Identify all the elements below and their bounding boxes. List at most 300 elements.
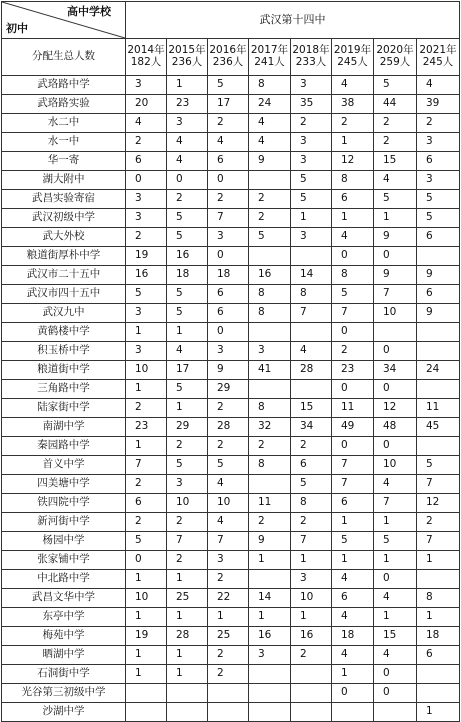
table-row: [2, 95, 460, 114]
count-cell: [374, 323, 417, 342]
count-cell: [249, 380, 291, 399]
count-cell: 7: [417, 532, 460, 551]
table-row: [2, 456, 460, 475]
school-name-cell: 张家铺中学: [2, 551, 126, 570]
count-cell: 2: [126, 399, 167, 418]
count-cell: 0: [374, 380, 417, 399]
count-cell: 7: [332, 475, 374, 494]
count-cell: 3: [291, 228, 332, 247]
count-cell: 2: [291, 646, 332, 665]
count-cell: [249, 684, 291, 703]
count-cell: 10: [374, 304, 417, 323]
count-cell: 0: [374, 665, 417, 684]
count-cell: 2: [332, 342, 374, 361]
count-cell: 4: [249, 114, 291, 133]
table-row: [2, 418, 460, 437]
count-cell: 11: [249, 494, 291, 513]
count-cell: [417, 380, 460, 399]
count-cell: 23: [126, 418, 167, 437]
count-cell: [417, 247, 460, 266]
count-cell: 3: [126, 76, 167, 95]
count-cell: 12: [417, 494, 460, 513]
count-cell: 5: [291, 171, 332, 190]
table-row: [2, 665, 460, 684]
count-cell: 2: [208, 114, 249, 133]
count-cell: 5: [374, 532, 417, 551]
table-row: [2, 570, 460, 589]
count-cell: 3: [249, 342, 291, 361]
count-cell: 10: [374, 456, 417, 475]
school-name-cell: 光谷第三初级中学: [2, 684, 126, 703]
school-name-cell: 武昌实验寄宿: [2, 190, 126, 209]
count-cell: 4: [249, 133, 291, 152]
school-name-cell: 粮道街厚朴中学: [2, 247, 126, 266]
count-cell: 19: [126, 247, 167, 266]
count-cell: 9: [249, 152, 291, 171]
count-cell: 2: [208, 570, 249, 589]
count-cell: 49: [332, 418, 374, 437]
count-cell: 2: [291, 513, 332, 532]
count-cell: 2: [374, 133, 417, 152]
count-cell: 6: [332, 190, 374, 209]
count-cell: 5: [417, 456, 460, 475]
count-cell: 0: [374, 342, 417, 361]
count-cell: 3: [208, 342, 249, 361]
year-label: 2019年: [333, 44, 372, 57]
year-header-cell: [208, 39, 249, 76]
count-cell: 1: [126, 646, 167, 665]
count-cell: 4: [167, 133, 208, 152]
count-cell: 5: [167, 285, 208, 304]
count-cell: 17: [167, 361, 208, 380]
count-cell: 10: [208, 494, 249, 513]
school-name-cell: 梅苑中学: [2, 627, 126, 646]
year-label: 2014年: [127, 44, 165, 57]
count-cell: 3: [208, 551, 249, 570]
count-cell: 8: [417, 589, 460, 608]
count-cell: [417, 570, 460, 589]
count-cell: 3: [291, 152, 332, 171]
count-cell: 4: [374, 475, 417, 494]
count-cell: 9: [417, 266, 460, 285]
year-label: 2017年: [250, 44, 289, 57]
count-cell: 23: [332, 361, 374, 380]
count-cell: 18: [167, 266, 208, 285]
count-cell: 5: [167, 304, 208, 323]
count-cell: [208, 684, 249, 703]
year-total: 236人: [171, 56, 203, 68]
year-total: 233人: [295, 56, 327, 68]
year-header-cell: [249, 39, 291, 76]
count-cell: 10: [167, 494, 208, 513]
count-cell: 5: [167, 228, 208, 247]
count-cell: 15: [291, 399, 332, 418]
year-header-cell: [332, 39, 374, 76]
count-cell: 0: [374, 570, 417, 589]
table-row: [2, 380, 460, 399]
table-row: [2, 361, 460, 380]
count-cell: 6: [332, 494, 374, 513]
count-cell: 4: [332, 76, 374, 95]
school-name-cell: 粮道街中学: [2, 361, 126, 380]
count-cell: 0: [126, 171, 167, 190]
count-cell: 2: [291, 437, 332, 456]
count-cell: 5: [167, 456, 208, 475]
count-cell: 8: [291, 494, 332, 513]
table-row: [2, 152, 460, 171]
count-cell: 5: [417, 209, 460, 228]
count-cell: 6: [417, 152, 460, 171]
count-cell: [291, 323, 332, 342]
count-cell: 5: [208, 76, 249, 95]
count-cell: 24: [249, 95, 291, 114]
count-cell: [291, 380, 332, 399]
year-label: 2015年: [168, 44, 206, 57]
count-cell: [249, 703, 291, 722]
count-cell: 1: [126, 323, 167, 342]
school-name-cell: 武汉九中: [2, 304, 126, 323]
count-cell: 8: [332, 266, 374, 285]
count-cell: 4: [374, 589, 417, 608]
count-cell: 2: [208, 399, 249, 418]
year-total: 241人: [254, 56, 285, 68]
count-cell: 1: [291, 209, 332, 228]
count-cell: 4: [332, 570, 374, 589]
count-cell: 25: [208, 627, 249, 646]
year-label: 2021年: [419, 44, 457, 57]
count-cell: 2: [249, 513, 291, 532]
count-cell: [417, 684, 460, 703]
count-cell: 11: [417, 399, 460, 418]
table-row: [2, 589, 460, 608]
count-cell: 48: [374, 418, 417, 437]
count-cell: 0: [332, 380, 374, 399]
count-cell: 16: [167, 247, 208, 266]
count-cell: 1: [167, 570, 208, 589]
count-cell: 1: [126, 380, 167, 399]
count-cell: 4: [208, 475, 249, 494]
count-cell: 28: [208, 418, 249, 437]
count-cell: 3: [126, 304, 167, 323]
count-cell: 4: [332, 646, 374, 665]
count-cell: 6: [126, 152, 167, 171]
count-cell: [208, 703, 249, 722]
count-cell: 1: [167, 608, 208, 627]
table-row: [2, 76, 460, 95]
table-row: [2, 228, 460, 247]
count-cell: [249, 247, 291, 266]
school-name-cell: 杨园中学: [2, 532, 126, 551]
count-cell: 12: [332, 152, 374, 171]
count-cell: 4: [208, 133, 249, 152]
count-cell: 23: [167, 95, 208, 114]
count-cell: 8: [249, 76, 291, 95]
school-name-cell: 武珞路实验: [2, 95, 126, 114]
count-cell: 3: [167, 475, 208, 494]
count-cell: 5: [417, 190, 460, 209]
count-cell: 3: [417, 133, 460, 152]
count-cell: 3: [208, 228, 249, 247]
year-total: 259人: [379, 56, 411, 68]
count-cell: [417, 342, 460, 361]
title-row: [2, 2, 460, 39]
count-cell: 9: [417, 304, 460, 323]
count-cell: 8: [249, 304, 291, 323]
count-cell: [249, 171, 291, 190]
table-row: [2, 247, 460, 266]
count-cell: 4: [374, 646, 417, 665]
count-cell: [291, 665, 332, 684]
count-cell: 6: [332, 589, 374, 608]
count-cell: 3: [126, 342, 167, 361]
count-cell: 9: [374, 228, 417, 247]
count-cell: 3: [291, 133, 332, 152]
count-cell: 0: [167, 171, 208, 190]
school-name-cell: 秦园路中学: [2, 437, 126, 456]
count-cell: 2: [417, 513, 460, 532]
count-cell: [291, 703, 332, 722]
count-cell: 7: [126, 456, 167, 475]
count-cell: 4: [126, 114, 167, 133]
count-cell: 34: [291, 418, 332, 437]
count-cell: 1: [249, 608, 291, 627]
year-total: 236人: [212, 56, 244, 68]
count-cell: 5: [332, 532, 374, 551]
count-cell: 0: [208, 247, 249, 266]
count-cell: 3: [417, 171, 460, 190]
count-cell: 1: [332, 551, 374, 570]
count-cell: 1: [291, 551, 332, 570]
count-cell: 2: [249, 209, 291, 228]
school-name-cell: 晒湖中学: [2, 646, 126, 665]
school-name-cell: 黄鹤楼中学: [2, 323, 126, 342]
school-name-cell: 湖大附中: [2, 171, 126, 190]
table-row: [2, 304, 460, 323]
count-cell: 5: [291, 475, 332, 494]
count-cell: 4: [208, 513, 249, 532]
count-cell: 6: [417, 228, 460, 247]
count-cell: 38: [332, 95, 374, 114]
count-cell: 11: [332, 399, 374, 418]
count-cell: 3: [249, 646, 291, 665]
count-cell: 1: [126, 608, 167, 627]
count-cell: 5: [332, 285, 374, 304]
count-cell: 4: [417, 76, 460, 95]
count-cell: 2: [249, 437, 291, 456]
count-cell: 3: [126, 190, 167, 209]
count-cell: 9: [374, 266, 417, 285]
count-cell: [417, 437, 460, 456]
count-cell: 1: [417, 608, 460, 627]
count-cell: 0: [208, 171, 249, 190]
count-cell: 7: [167, 532, 208, 551]
count-cell: [417, 323, 460, 342]
count-cell: 10: [291, 589, 332, 608]
count-cell: 18: [332, 627, 374, 646]
count-cell: 10: [126, 361, 167, 380]
count-cell: 1: [208, 608, 249, 627]
count-cell: 1: [332, 665, 374, 684]
count-cell: 7: [208, 209, 249, 228]
table-body: [2, 76, 460, 722]
count-cell: 5: [208, 456, 249, 475]
count-cell: 0: [374, 247, 417, 266]
school-name-cell: 武大外校: [2, 228, 126, 247]
count-cell: [374, 703, 417, 722]
count-cell: 1: [374, 551, 417, 570]
school-name-cell: 铁四院中学: [2, 494, 126, 513]
label-header: 分配生总人数: [2, 39, 126, 76]
count-cell: 2: [208, 665, 249, 684]
count-cell: 7: [332, 456, 374, 475]
table-row: [2, 342, 460, 361]
count-cell: 0: [332, 684, 374, 703]
count-cell: 3: [126, 209, 167, 228]
year-total: 182人: [130, 56, 162, 68]
table-row: [2, 133, 460, 152]
count-cell: 1: [374, 209, 417, 228]
school-name-cell: 水二中: [2, 114, 126, 133]
count-cell: [332, 703, 374, 722]
count-cell: 1: [417, 703, 460, 722]
count-cell: [126, 703, 167, 722]
count-cell: 6: [208, 304, 249, 323]
count-cell: 2: [167, 190, 208, 209]
count-cell: 9: [208, 361, 249, 380]
count-cell: 1: [126, 570, 167, 589]
count-cell: 2: [167, 551, 208, 570]
count-cell: 28: [167, 627, 208, 646]
count-cell: 2: [332, 114, 374, 133]
count-cell: 2: [167, 513, 208, 532]
count-cell: [249, 570, 291, 589]
count-cell: 5: [167, 209, 208, 228]
count-cell: 1: [126, 665, 167, 684]
count-cell: 34: [374, 361, 417, 380]
corner-header-cell: [2, 2, 126, 39]
count-cell: 8: [249, 399, 291, 418]
count-cell: 0: [332, 247, 374, 266]
school-name-cell: 武汉市四十五中: [2, 285, 126, 304]
allocation-table: [1, 1, 460, 722]
table-row: [2, 475, 460, 494]
table-row: [2, 703, 460, 722]
count-cell: 2: [208, 646, 249, 665]
corner-bottom-label: 初中: [6, 21, 28, 35]
year-row: [2, 39, 460, 76]
count-cell: 3: [167, 114, 208, 133]
count-cell: 9: [249, 532, 291, 551]
count-cell: 32: [249, 418, 291, 437]
count-cell: 2: [126, 475, 167, 494]
count-cell: [249, 323, 291, 342]
count-cell: 28: [291, 361, 332, 380]
count-cell: 41: [249, 361, 291, 380]
school-name-cell: 四美塘中学: [2, 475, 126, 494]
year-header-cell: [291, 39, 332, 76]
count-cell: 16: [249, 266, 291, 285]
table-row: [2, 494, 460, 513]
count-cell: 1: [417, 551, 460, 570]
count-cell: 8: [249, 285, 291, 304]
count-cell: 4: [167, 342, 208, 361]
count-cell: 0: [374, 437, 417, 456]
count-cell: 2: [208, 190, 249, 209]
school-name-cell: 水一中: [2, 133, 126, 152]
count-cell: [291, 684, 332, 703]
count-cell: 7: [374, 494, 417, 513]
count-cell: [291, 247, 332, 266]
count-cell: 16: [249, 627, 291, 646]
count-cell: 1: [249, 551, 291, 570]
count-cell: 0: [208, 323, 249, 342]
count-cell: 7: [291, 304, 332, 323]
count-cell: 16: [291, 627, 332, 646]
school-name-cell: 武珞路中学: [2, 76, 126, 95]
count-cell: 2: [208, 437, 249, 456]
year-header-cell: [167, 39, 208, 76]
count-cell: 6: [208, 285, 249, 304]
count-cell: 7: [374, 285, 417, 304]
count-cell: 2: [126, 513, 167, 532]
table-row: [2, 323, 460, 342]
school-name-cell: 武汉市二十五中: [2, 266, 126, 285]
table-row: [2, 513, 460, 532]
count-cell: 1: [374, 513, 417, 532]
count-cell: 4: [332, 228, 374, 247]
table-row: [2, 551, 460, 570]
count-cell: 10: [126, 589, 167, 608]
count-cell: [417, 665, 460, 684]
school-name-cell: 首义中学: [2, 456, 126, 475]
corner-top-label: 高中学校: [67, 5, 111, 18]
year-total: 245人: [337, 56, 368, 68]
count-cell: 15: [374, 627, 417, 646]
table-row: [2, 684, 460, 703]
count-cell: 1: [332, 513, 374, 532]
count-cell: 18: [417, 627, 460, 646]
count-cell: 1: [332, 133, 374, 152]
count-cell: 7: [332, 304, 374, 323]
count-cell: 1: [167, 323, 208, 342]
count-cell: 1: [291, 608, 332, 627]
table-row: [2, 532, 460, 551]
school-name-cell: 积玉桥中学: [2, 342, 126, 361]
count-cell: 2: [291, 114, 332, 133]
school-name-cell: 武汉初级中学: [2, 209, 126, 228]
school-name-cell: 武昌文华中学: [2, 589, 126, 608]
table-row: [2, 646, 460, 665]
count-cell: 7: [208, 532, 249, 551]
count-cell: 4: [167, 152, 208, 171]
count-cell: 2: [126, 228, 167, 247]
count-cell: 0: [332, 437, 374, 456]
school-name-cell: 新河街中学: [2, 513, 126, 532]
count-cell: 0: [374, 684, 417, 703]
count-cell: 5: [249, 228, 291, 247]
count-cell: 22: [208, 589, 249, 608]
school-title: 武汉第十四中: [126, 2, 460, 39]
count-cell: 1: [126, 437, 167, 456]
table-row: [2, 285, 460, 304]
count-cell: [167, 684, 208, 703]
count-cell: 0: [332, 323, 374, 342]
count-cell: [249, 665, 291, 684]
count-cell: 5: [291, 190, 332, 209]
table-row: [2, 627, 460, 646]
count-cell: 6: [417, 646, 460, 665]
count-cell: [167, 703, 208, 722]
